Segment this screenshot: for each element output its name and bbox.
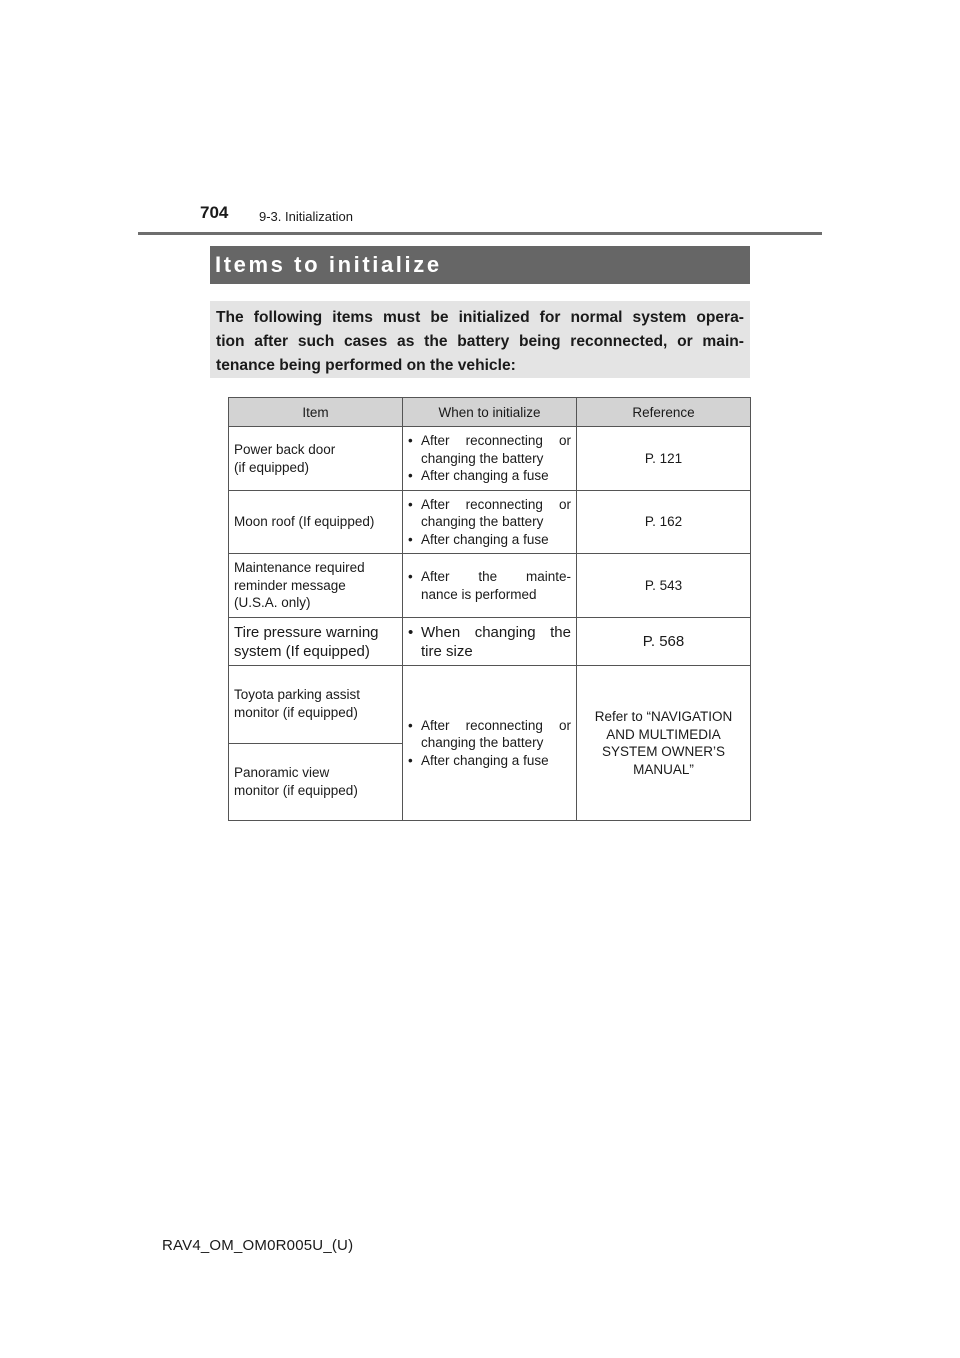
reference-cell <box>577 666 751 821</box>
item-cell <box>229 427 403 491</box>
condition-cell <box>403 554 577 618</box>
condition-item: • After reconnecting or changing the battery <box>408 432 571 467</box>
condition-item: • After changing a fuse <box>408 752 571 770</box>
condition-item: • After changing a fuse <box>408 531 571 549</box>
item-cell <box>229 491 403 554</box>
condition-cell <box>403 491 577 554</box>
reference-cell: P. 543 <box>577 554 751 618</box>
reference-cell: P. 162 <box>577 491 751 554</box>
table-row <box>229 491 751 554</box>
item-line: Maintenance required <box>234 560 365 576</box>
page-number: 704 <box>200 203 229 222</box>
footer-doc-code: RAV4_OM_OM0R005U_(U) <box>162 1237 354 1254</box>
item-cell <box>229 666 403 744</box>
column-header-reference: Reference <box>577 398 751 427</box>
condition-item: • After reconnecting or changing the battery <box>408 717 571 752</box>
intro-line: The following items must be initialized for normal system opera- <box>216 309 744 326</box>
reference-cell: P. 568 <box>577 618 751 666</box>
intro-line: tenance being performed on the vehicle: <box>216 357 516 374</box>
condition-item: • After reconnecting or changing the battery <box>408 496 571 531</box>
condition-item: • When changing the tire size <box>408 623 571 661</box>
condition-cell <box>403 427 577 491</box>
table-header-row <box>229 398 751 427</box>
reference-line: SYSTEM OWNER’S <box>601 744 725 759</box>
table-row <box>229 554 751 618</box>
item-cell <box>229 554 403 618</box>
item-line: Moon roof (If equipped) <box>234 514 375 530</box>
item-line: reminder message <box>234 577 346 593</box>
item-line: (if equipped) <box>234 459 310 475</box>
item-cell <box>229 618 403 666</box>
item-line: Toyota parking assist <box>234 687 361 702</box>
header-rule <box>138 232 822 235</box>
item-line: Panoramic view <box>234 765 330 780</box>
item-line: monitor (if equipped) <box>234 704 358 720</box>
item-line: Tire pressure warning <box>234 623 379 641</box>
reference-line: Refer to “NAVIGATION <box>594 709 733 724</box>
condition-cell <box>403 666 577 821</box>
item-line: system (If equipped) <box>234 642 370 660</box>
item-cell <box>229 744 403 821</box>
item-line: monitor (if equipped) <box>234 782 358 798</box>
intro-line: tion after such cases as the battery being reconnected, or main- <box>216 333 744 350</box>
table-row <box>229 666 751 744</box>
initialization-table <box>228 397 751 821</box>
section-reference: 9-3. Initialization <box>259 209 353 224</box>
condition-item: • After the mainte- nance is performed <box>408 568 571 603</box>
condition-item: • After changing a fuse <box>408 467 571 485</box>
reference-line: MANUAL” <box>633 761 694 777</box>
column-header-item: Item <box>229 398 403 427</box>
section-title: Items to initialize <box>210 246 750 284</box>
reference-line: AND MULTIMEDIA <box>606 726 721 742</box>
condition-cell <box>403 618 577 666</box>
item-line: Power back door <box>234 442 336 457</box>
reference-cell: P. 121 <box>577 427 751 491</box>
table-row <box>229 427 751 491</box>
column-header-when: When to initialize <box>403 398 577 427</box>
intro-box <box>210 301 750 378</box>
table-row <box>229 618 751 666</box>
item-line: (U.S.A. only) <box>234 595 311 611</box>
